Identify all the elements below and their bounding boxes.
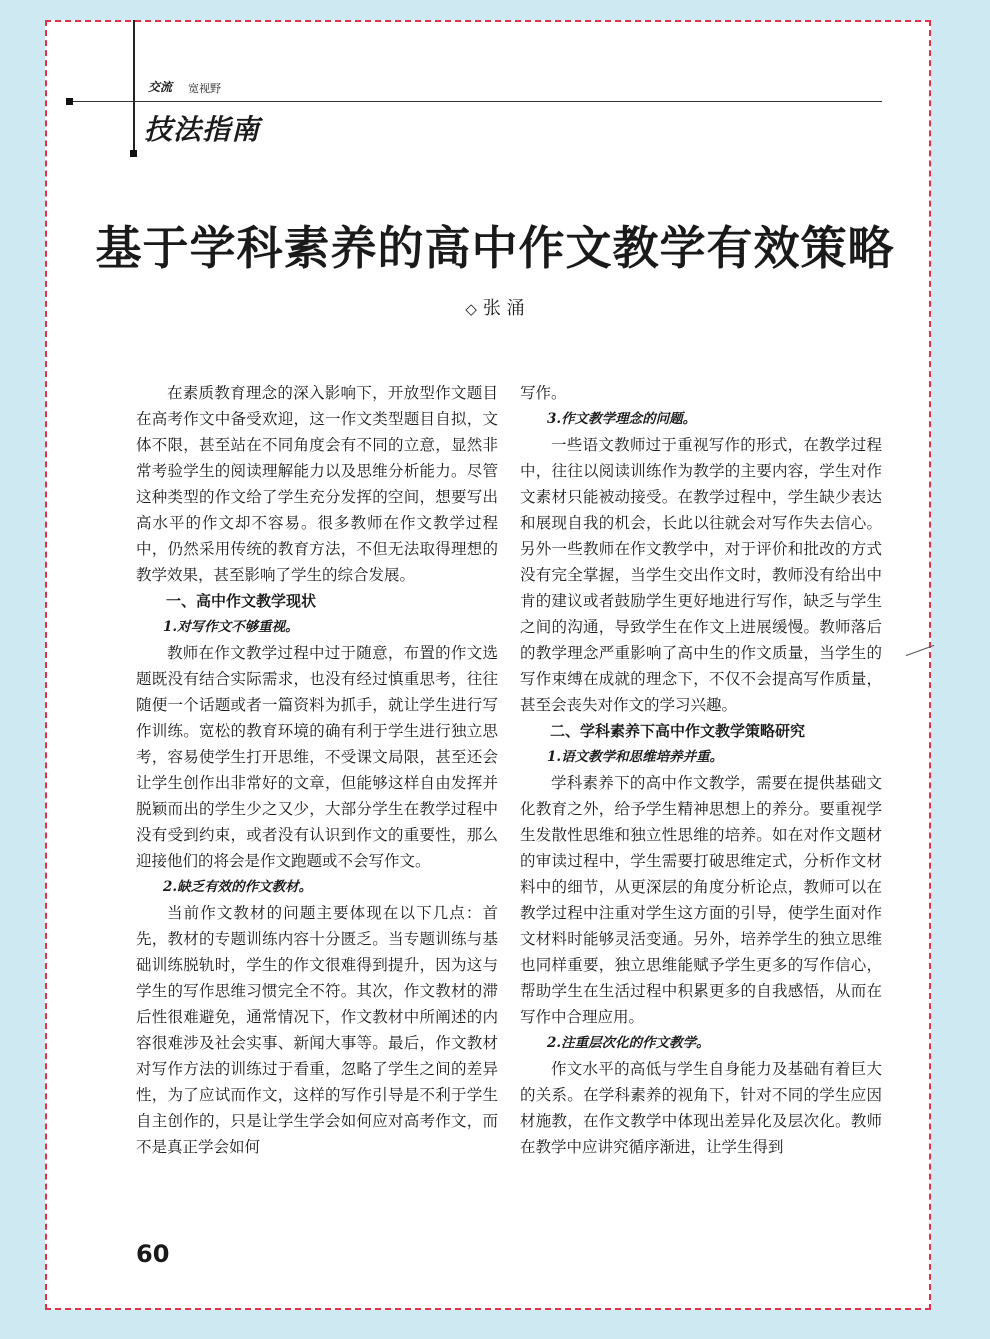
right-column — [520, 380, 882, 1160]
author-line — [0, 294, 990, 320]
paragraph: 教师在作文教学过程中过于随意，布置的作文选题既没有结合实际需求，也没有经过慎重思考，往往随便一个话题或者一篇资料为抓手，就让学生进行写作训练。宽松的教育环境的确有利于学生进行独立思考，容易使学生打开思维，不受课文局限，甚至还会让学生创作出非常好的文章，但能够这样自由发挥并脱颖而出的学生少之又少，大部分学生在教学过程中没有受到约束，或者没有认识到作文的重要性，那么迎接他们的将会是作文跑题或不会写作文。 — [136, 644, 498, 870]
section-label: 交流 — [148, 80, 173, 94]
paragraph: 作文水平的高低与学生自身能力及基础有着巨大的关系。在学科素养的视角下，针对不同的学生应因材施教，在作文教学中体现出差异化及层次化。教师在教学中应讲究循序渐进，让学生得到 — [520, 1060, 882, 1156]
author-name: 张 涌 — [482, 298, 525, 319]
article-title: 基于学科素养的高中作文教学有效策略 — [95, 221, 895, 275]
column-title: 技法指南 — [144, 113, 261, 146]
vertical-rule — [133, 20, 135, 157]
paragraph: 学科素养下的高中作文教学，需要在提供基础文化教育之外，给予学生精神思想上的养分。要重视学生发散性思维和独立性思维的培养。如在对作文题材的审读过程中，学生需要打破思维定式，分析作文材料中的细节，从更深层的角度分析论点，教师可以在教学过程中注重对学生这方面的引导，使学生面对作文材料时能够灵活变通。另外，培养学生的独立思维也同样重要，独立思维能赋予学生更多的写作信心，帮助学生在生活过程中积累更多的自我感悟，从而在写作中合理应用。 — [520, 774, 882, 1026]
paragraph: 写作。 — [520, 384, 567, 402]
subsection-heading: 1.对写作文不够重视。 — [163, 619, 299, 635]
paragraph: 一些语文教师过于重视写作的形式，在教学过程中，往往以阅读训练作为教学的主要内容，学生对作文素材只能被动接受。在教学过程中，学生缺少表达和展现自我的机会，长此以往就会对写作失去信心。另外一些教师在作文教学中，对于评价和批改的方式没有完全掌握，当学生交出作文时，教师没有给出中肯的建议或者鼓励学生更好地进行写作，缺乏与学生之间的沟通，导致学生在作文上进展缓慢。教师落后的教学理念严重影响了高中生的作文质量，当学生的写作束缚在成就的理念下，不仅不会提高写作质量，甚至会丧失对作文的学习兴趣。 — [520, 436, 882, 714]
subsection-heading: 1.语文教学和思维培养并重。 — [547, 749, 724, 765]
section-heading: 二、学科素养下高中作文教学策略研究 — [550, 722, 806, 740]
paragraph: 当前作文教材的问题主要体现在以下几点：首先，教材的专题训练内容十分匮乏。当专题训练与基础训练脱轨时，学生的作文很难得到提升，因为这与学生的写作思维习惯完全不符。其次，作文教材的滞后性很难避免，通常情况下，作文教材中所阐述的内容很难涉及社会实事、新闻大事等。最后，作文教材对写作方法的训练过于看重，忽略了学生之间的差异性，为了应试而作文，这样的写作引导是不利于学生自主创作的，只是让学生学会如何应对高考作文，而不是真正学会如何 — [136, 904, 498, 1156]
subsection-label: 宽视野 — [188, 82, 221, 95]
paragraph: 在素质教育理念的深入影响下，开放型作文题目在高考作文中备受欢迎，这一作文类型题目自拟，文体不限，甚至站在不同角度会有不同的立意，显然非常考验学生的阅读理解能力以及思维分析能力。尽管这种类型的作文给了学生充分发挥的空间，想要写出高水平的作文却不容易。很多教师在作文教学过程中，仍然采用传统的教育方法，不但无法取得理想的教学效果，甚至影响了学生的综合发展。 — [136, 384, 498, 584]
rule-marker — [130, 150, 137, 157]
left-column — [136, 380, 498, 1160]
section-heading: 一、高中作文教学现状 — [166, 592, 317, 610]
header-rule-marker — [66, 98, 73, 105]
subsection-heading: 2.注重层次化的作文教学。 — [547, 1035, 710, 1051]
subsection-heading: 2.缺乏有效的作文教材。 — [163, 879, 313, 895]
diamond-icon: ◇ — [465, 300, 477, 318]
header-rule — [70, 101, 882, 102]
subsection-heading: 3.作文教学理念的问题。 — [547, 411, 697, 427]
page-number: 60 — [136, 1240, 170, 1268]
